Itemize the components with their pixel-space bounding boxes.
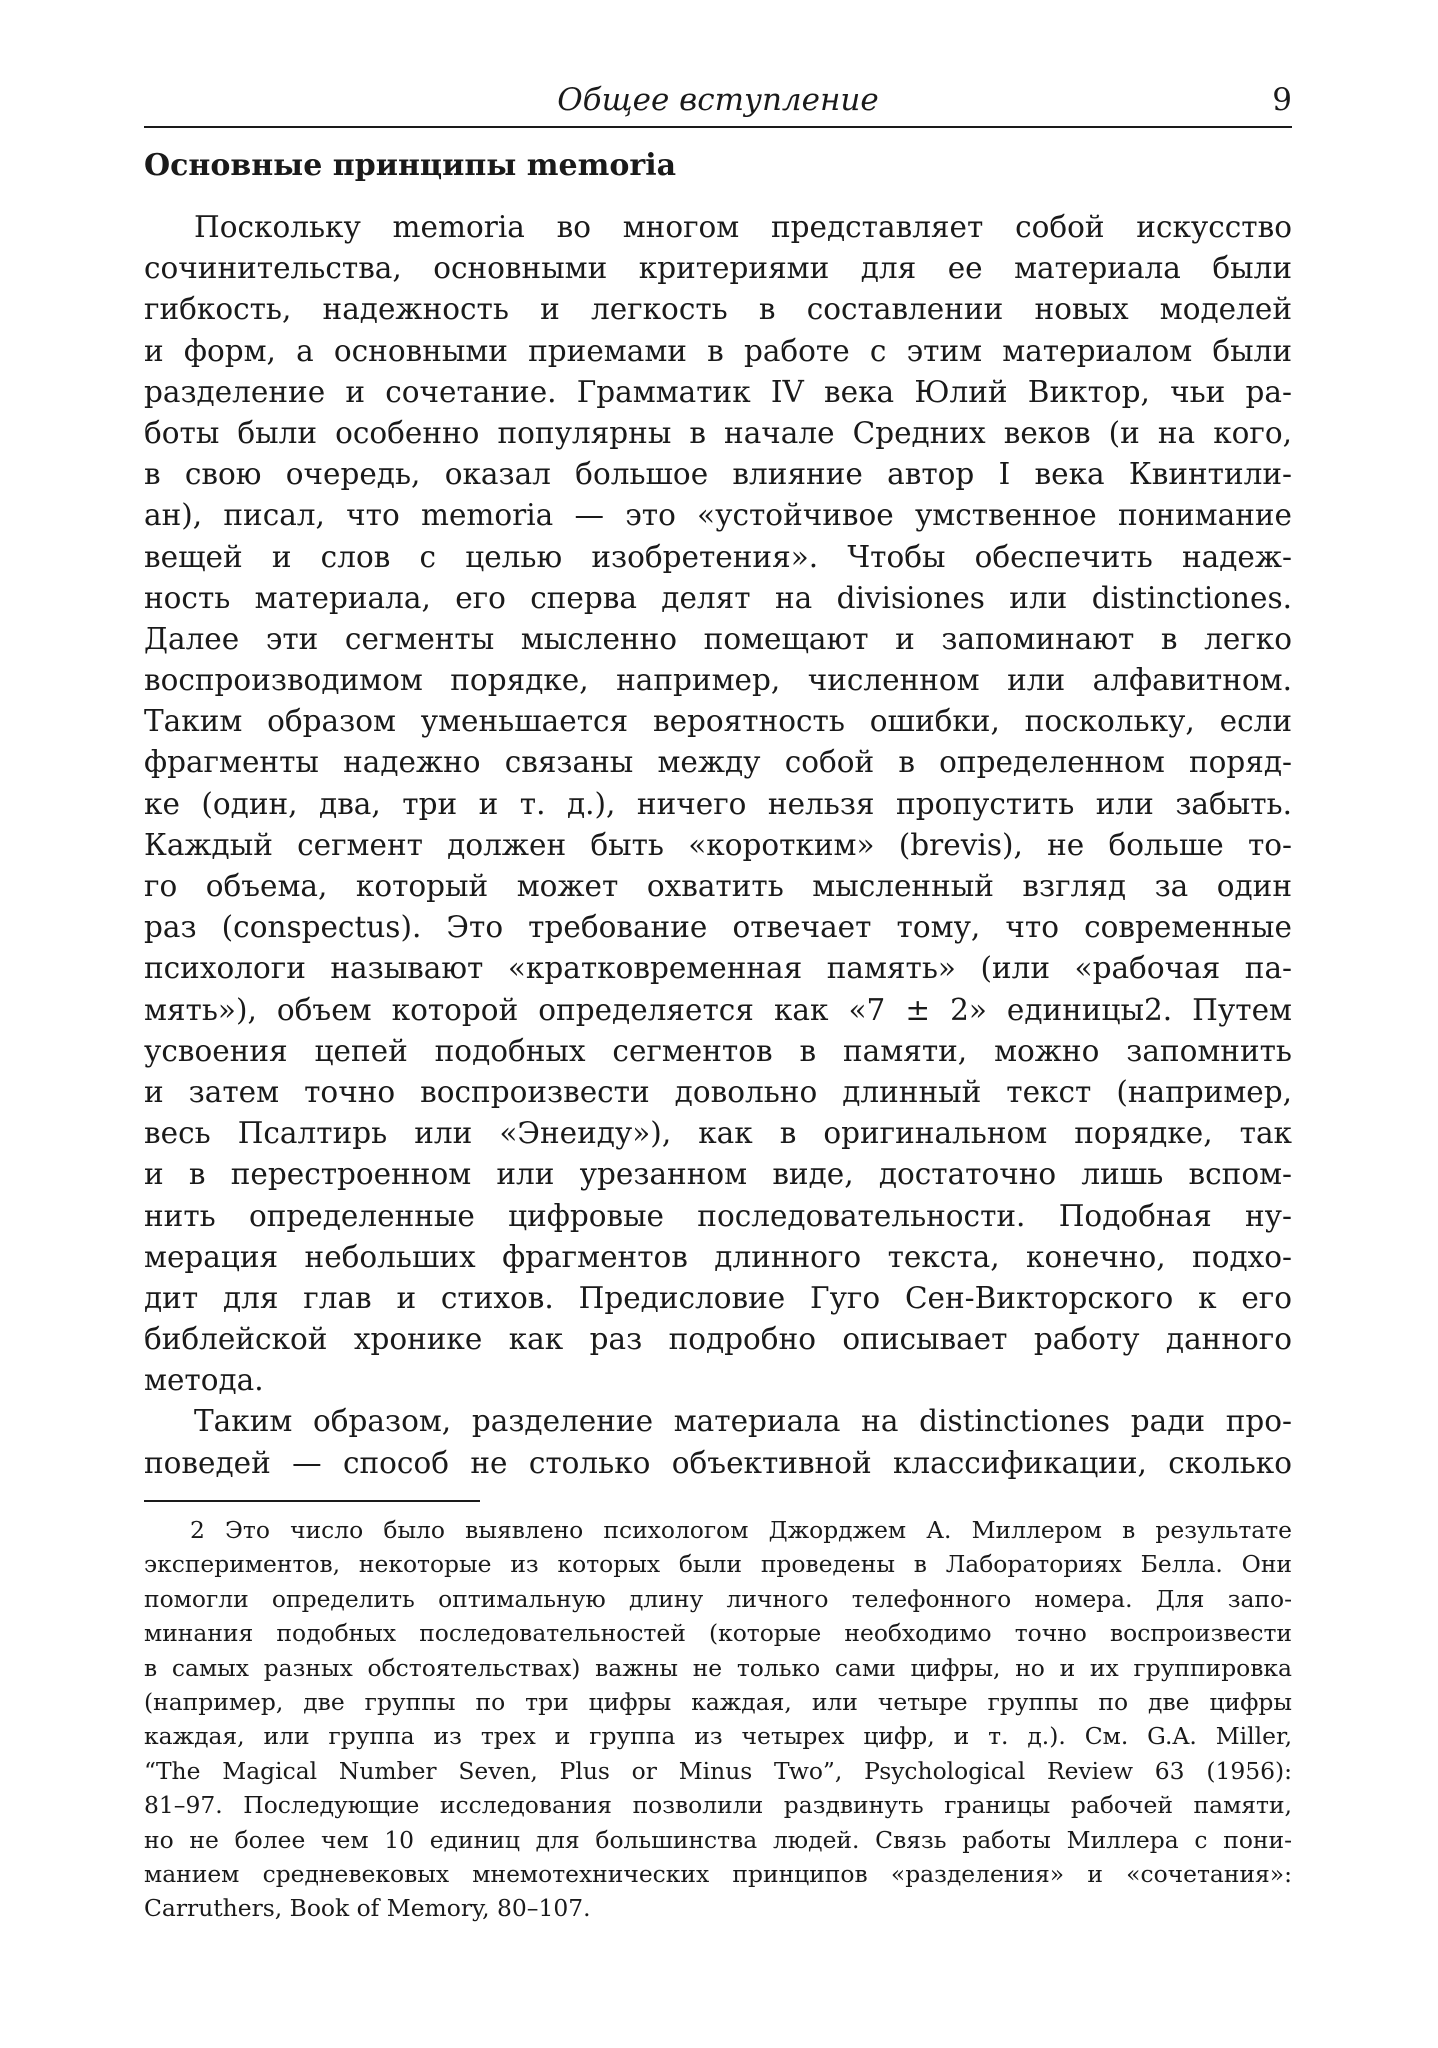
body-text-line: Таким образом, разделение материала на distinctiones ради про- xyxy=(194,1404,1292,1439)
body-text-line: фрагменты надежно связаны между собой в определенном поряд- xyxy=(144,745,1292,780)
body-text-line: метода. xyxy=(144,1363,264,1398)
body-text-line: усвоения цепей подобных сегментов в памяти, можно запомнить xyxy=(144,1033,1292,1068)
body-text-line: ность материала, его сперва делят на divisiones или distinctiones. xyxy=(144,580,1292,615)
body-text-line: ке (один, два, три и т. д.), ничего нельзя пропустить или забыть. xyxy=(144,786,1292,821)
body-text-line: вещей и слов с целью изобретения». Чтобы обеспечить надеж- xyxy=(144,539,1292,574)
body-text-line: психологи называют «кратковременная память» (или «рабочая па- xyxy=(144,951,1292,986)
body-text-line: воспроизводимом порядке, например, численном или алфавитном. xyxy=(144,663,1292,698)
footnote-line: в самых разных обстоятельствах) важны не только сами цифры, но и их группировка xyxy=(144,1653,1292,1682)
section-heading: Основные принципы memoria xyxy=(144,148,677,183)
footnote-line: (например, две группы по три цифры каждая, или четыре группы по две цифры xyxy=(144,1687,1292,1716)
body-text-line: боты были особенно популярны в начале Средних веков (и на кого, xyxy=(144,415,1292,450)
footnote-line: Carruthers, Book of Memory, 80–107. xyxy=(144,1894,591,1923)
body-text-line: ан), писал, что memoria — это «устойчивое умственное понимание xyxy=(144,498,1292,533)
footnote-line: минания подобных последовательностей (которые необходимо точно воспроизвести xyxy=(144,1619,1292,1648)
body-text-line: и в перестроенном или урезанном виде, достаточно лишь вспом- xyxy=(144,1157,1292,1192)
body-text-line: в свою очередь, оказал большое влияние автор I века Квинтили- xyxy=(144,457,1292,492)
body-text-line: разделение и сочетание. Грамматик IV века Юлий Виктор, чьи ра- xyxy=(144,374,1292,409)
footnote-line: 2 Это число было выявлено психологом Джорджем А. Миллером в результате xyxy=(190,1516,1292,1544)
body-text-line: и затем точно воспроизвести довольно длинный текст (например, xyxy=(144,1074,1292,1109)
footnote-line: но не более чем 10 единиц для большинства людей. Связь работы Миллера с пони- xyxy=(144,1825,1292,1854)
footnote-line: 81–97. Последующие исследования позволили раздвинуть границы рабочей памяти, xyxy=(144,1791,1292,1820)
footnote-area xyxy=(144,1513,1292,1926)
footnote-line: экспериментов, некоторые из которых были проведены в Лабораториях Белла. Они xyxy=(144,1550,1292,1579)
footnote-line: помогли определить оптимальную длину личного телефонного номера. Для запо- xyxy=(144,1584,1292,1613)
running-title: Общее вступление xyxy=(557,82,879,118)
body-text-line: дит для глав и стихов. Предисловие Гуго Сен-Викторского к его xyxy=(144,1280,1292,1315)
footnote-line: каждая, или группа из трех и группа из четырех цифр, и т. д.). См. G.A. Miller, xyxy=(144,1722,1292,1751)
body-text-line: нить определенные цифровые последовательности. Подобная ну- xyxy=(144,1198,1292,1233)
footnote-line: “The Magical Number Seven, Plus or Minus Two”, Psychological Review 63 (1956): xyxy=(144,1756,1292,1785)
body-text-line: Далее эти сегменты мысленно помещают и запоминают в легко xyxy=(144,621,1292,656)
page-number: 9 xyxy=(1272,82,1292,118)
running-head xyxy=(144,74,1292,128)
body-text-line: Таким образом уменьшается вероятность ошибки, поскольку, если xyxy=(144,704,1292,739)
body-text-line: мять»), объем которой определяется как «7 ± 2» единицы2. Путем xyxy=(144,992,1292,1027)
body-text-line: Поскольку memoria во многом представляет собой искусство xyxy=(194,210,1292,244)
body-text-line: весь Псалтирь или «Энеиду»), как в оригинальном порядке, так xyxy=(144,1116,1292,1151)
body-text-line: и форм, а основными приемами в работе с этим материалом были xyxy=(144,333,1292,368)
body-text-line: библейской хронике как раз подробно описывает работу данного xyxy=(144,1322,1292,1357)
body-text-line: го объема, который может охватить мысленный взгляд за один xyxy=(144,869,1292,903)
footnote-rule xyxy=(144,1500,480,1502)
body-text-line: гибкость, надежность и легкость в составлении новых моделей xyxy=(144,292,1292,327)
body-text-line: Каждый сегмент должен быть «коротким» (brevis), не больше то- xyxy=(144,827,1292,862)
body-text xyxy=(144,207,1292,1484)
body-text-line: мерация небольших фрагментов длинного текста, конечно, подхо- xyxy=(144,1239,1292,1274)
body-text-line: поведей — способ не столько объективной классификации, сколько xyxy=(144,1445,1292,1480)
body-text-line: раз (conspectus). Это требование отвечает тому, что современные xyxy=(144,910,1292,945)
body-text-line: сочинительства, основными критериями для ее материала были xyxy=(144,251,1292,286)
footnote-line: манием средневековых мнемотехнических принципов «разделения» и «сочетания»: xyxy=(144,1859,1292,1888)
